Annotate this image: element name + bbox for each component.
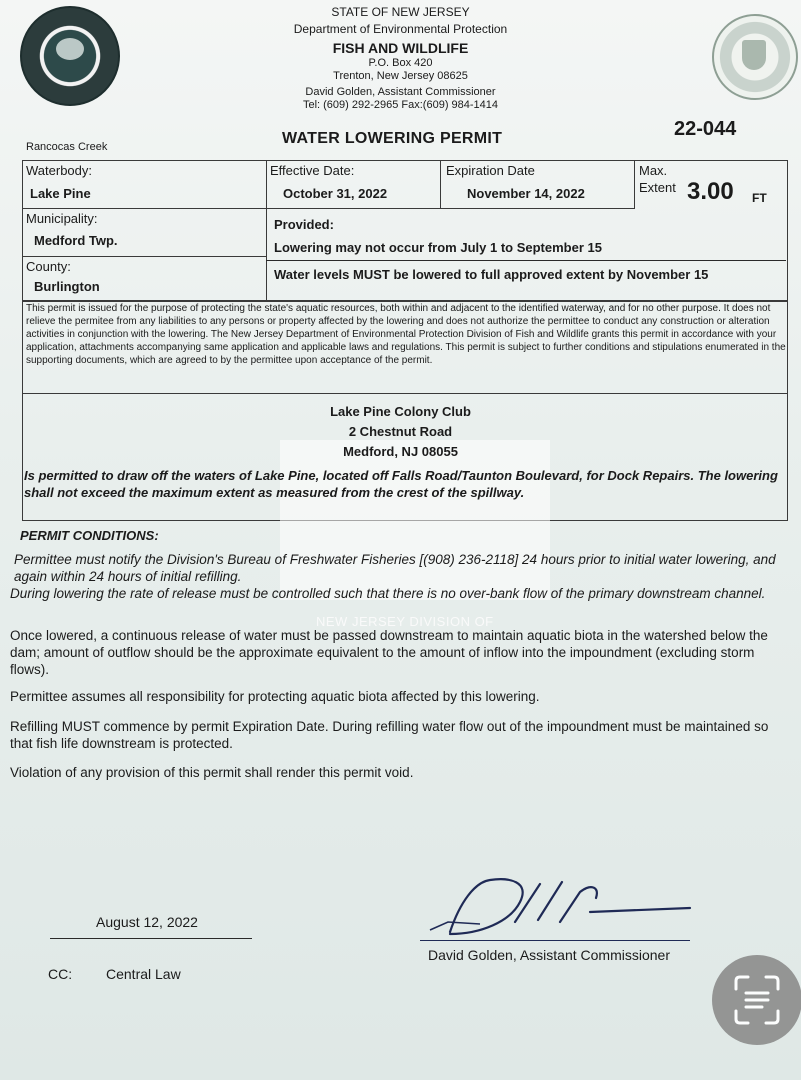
permittee-name: Lake Pine Colony Club <box>330 404 471 419</box>
phone-fax: Tel: (609) 292-2965 Fax:(609) 984-1414 <box>302 99 499 111</box>
permittee-street: 2 Chestnut Road <box>348 424 453 439</box>
extent-value: 3.00 <box>687 178 734 205</box>
condition-2: During lowering the rate of release must be controlled such that there is no over-bank flow of the primary downstream channel. <box>10 586 766 601</box>
expiration-label: Expiration Date <box>446 163 535 178</box>
municipality-label: Municipality: <box>26 211 98 226</box>
cc-label: CC: <box>48 966 73 982</box>
county-label: County: <box>26 259 71 274</box>
waterbody-value: Lake Pine <box>30 186 91 201</box>
cc-value: Central Law <box>106 966 181 982</box>
extent-unit: FT <box>752 191 767 205</box>
expiration-value: November 14, 2022 <box>467 186 585 201</box>
official-name: David Golden, Assistant Commissioner <box>305 86 496 98</box>
provided-condition-1: Lowering may not occur from July 1 to September 15 <box>274 240 602 255</box>
department-name: Department of Environmental Protection <box>293 22 508 36</box>
scan-text-icon <box>712 955 801 1045</box>
condition-6: Violation of any provision of this permit shall render this permit void. <box>10 765 414 780</box>
extent-label: Extent <box>639 180 676 195</box>
provided-divider <box>266 260 786 261</box>
signer-name: David Golden, Assistant Commissioner <box>428 947 670 963</box>
conditions-heading: PERMIT CONDITIONS: <box>20 528 159 543</box>
date-underline <box>50 938 252 939</box>
signature-line <box>420 940 690 941</box>
po-box: P.O. Box 420 <box>368 57 433 69</box>
condition-1: Permittee must notify the Division's Bureau of Freshwater Fisheries [(908) 236-2118] 24 hours prior to initial water lowering, and again within 24 hours of initial refilling. <box>14 552 776 584</box>
legal-text: This permit is issued for the purpose of protecting the state's aquatic resources, both within and adjacent to the identified waterway, and for no other purpose. It does not relieve the permitee from any liabilities to any persons or property affected by the lowering and does not authorize the permittee to conduct any construction or alteration activities in conjunction with the lowering. The New Jersey Department of Environmental Protection Division of Fish and Wildlife grants this permit in accordance with your application, attachments accompanying same application and applicable laws and regulations. This permit is subject to further conditions and stipulations enumerated in the supporting documents, which are agreed to by the permittee upon acceptance of the permit. <box>26 303 786 366</box>
condition-5: Refilling MUST commence by permit Expiration Date. During refilling water flow out of the impoundment must be maintained so that fish life downstream is protected. <box>10 719 769 751</box>
creek-name: Rancocas Creek <box>26 141 108 153</box>
provided-condition-2: Water levels MUST be lowered to full approved extent by November 15 <box>274 267 709 282</box>
waterbody-label: Waterbody: <box>26 163 92 178</box>
state-name: STATE OF NEW JERSEY <box>331 5 470 19</box>
watermark-text: NEW JERSEY DIVISION OF <box>316 614 494 629</box>
permitted-statement: Is permitted to draw off the waters of Lake Pine, located off Falls Road/Taunton Boulevard, for Dock Repairs. The lowering shall not exceed the maximum extent as measured from the crest of the spillway. <box>24 468 778 500</box>
effective-label: Effective Date: <box>270 163 355 178</box>
city-address: Trenton, New Jersey 08625 <box>333 70 468 82</box>
max-label: Max. <box>639 163 668 178</box>
permit-number: 22-044 <box>674 118 737 140</box>
effective-value: October 31, 2022 <box>283 186 388 201</box>
scan-text-button[interactable] <box>712 955 801 1045</box>
issue-date: August 12, 2022 <box>96 914 198 930</box>
division-name: FISH AND WILDLIFE <box>332 40 469 56</box>
permit-title: WATER LOWERING PERMIT <box>282 130 503 147</box>
provided-label: Provided: <box>274 217 334 232</box>
permittee-city: Medford, NJ 08055 <box>343 444 458 459</box>
condition-4: Permittee assumes all responsibility for protecting aquatic biota affected by this lowering. <box>10 689 540 704</box>
municipality-value: Medford Twp. <box>34 233 118 248</box>
condition-3: Once lowered, a continuous release of water must be passed downstream to maintain aquatic biota in the watershed below the dam; amount of outflow should be the approximate equivalent to the amount of inflow into the impoundment (excluding storm flows). <box>10 628 768 677</box>
county-value: Burlington <box>34 279 100 294</box>
